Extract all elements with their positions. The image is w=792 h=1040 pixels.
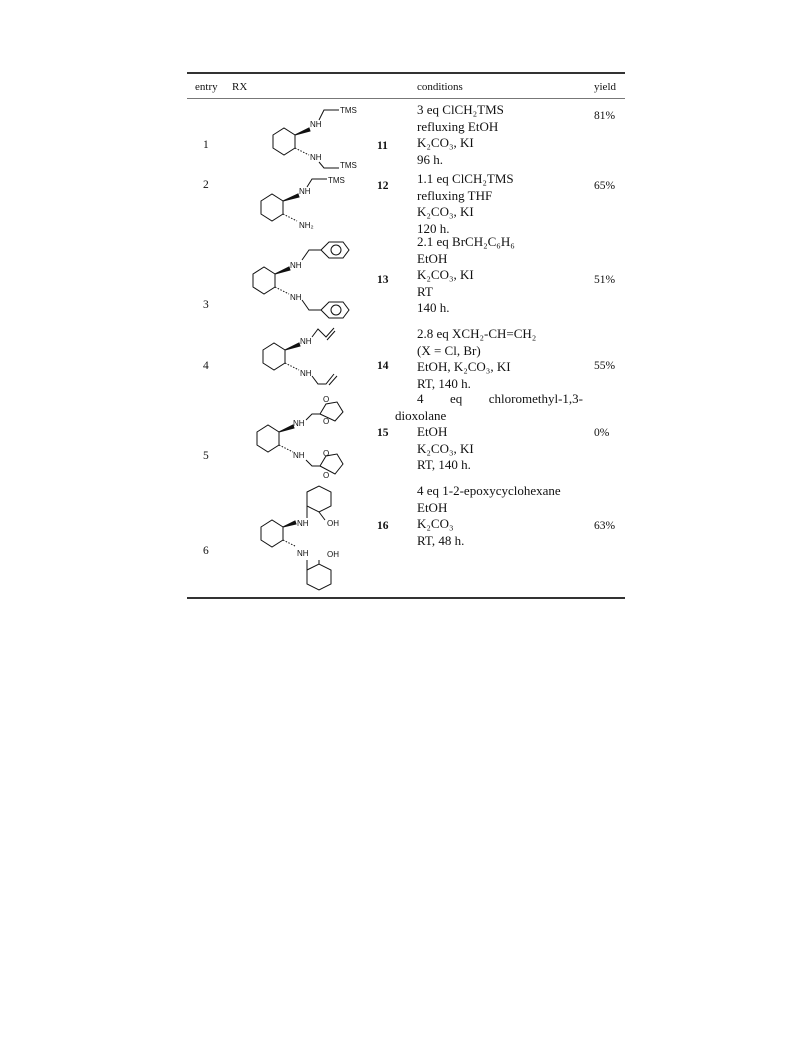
condition-line: 120 h. — [417, 220, 450, 236]
condition-line: refluxing THF — [417, 187, 493, 203]
oh-label: OH — [327, 550, 339, 559]
row1-compound: 11 — [377, 140, 388, 152]
row6-yield: 63% — [594, 520, 616, 532]
condition-line: (X = Cl, Br) — [417, 342, 481, 358]
condition-line: EtOH — [417, 499, 448, 515]
tms-label: TMS — [340, 161, 357, 170]
condition-line: RT, 48 h. — [417, 532, 465, 548]
condition-line: 1.1 eq ClCH₂TMS — [417, 171, 514, 186]
condition-line: K₂CO₃, KI — [417, 267, 474, 282]
condition-line: K₂CO₃, KI — [417, 135, 474, 150]
row2-entry: 2 — [203, 179, 209, 191]
condition-line: EtOH — [417, 250, 448, 266]
row1-yield: 81% — [594, 110, 616, 122]
condition-line: 3 eq ClCH₂TMS — [417, 102, 504, 117]
condition-line: 140 h. — [417, 300, 450, 315]
condition-line: RT — [417, 283, 433, 299]
row5-conditions — [395, 391, 583, 474]
reaction-table — [187, 72, 625, 599]
oh-label: OH — [327, 519, 339, 528]
row3-entry: 3 — [203, 299, 209, 311]
table-bottom-rule — [187, 597, 625, 599]
condition-line: dioxolane — [395, 407, 447, 423]
row1-structure — [257, 102, 357, 170]
nh-label: NH — [299, 187, 311, 196]
row4-compound: 14 — [377, 360, 389, 372]
row6-structure — [247, 474, 367, 596]
row2-structure — [257, 174, 357, 234]
condition-line: refluxing EtOH — [417, 118, 499, 134]
nh-label: NH — [297, 549, 309, 558]
row5-entry: 5 — [203, 450, 209, 462]
nh2-label: NH₂ — [299, 221, 314, 230]
row2-conditions — [417, 171, 514, 237]
tms-label: TMS — [328, 176, 345, 185]
nh-label: NH — [310, 120, 322, 129]
row4-entry: 4 — [203, 360, 209, 372]
condition-line: 2.8 eq XCH₂-CH=CH₂ — [417, 326, 537, 341]
row3-structure — [247, 236, 362, 324]
condition-line: 2.1 eq BrCH₂C₆H₆ — [417, 234, 515, 249]
condition-line — [417, 391, 583, 408]
nh-label: NH — [297, 519, 309, 528]
nh-label: NH — [290, 293, 302, 302]
o-label: O — [323, 395, 330, 404]
o-label: O — [323, 449, 330, 458]
nh-label: NH — [290, 261, 302, 270]
row1-entry: 1 — [203, 139, 209, 151]
header-yield: yield — [594, 81, 616, 93]
o-label: O — [323, 471, 330, 480]
row2-yield: 65% — [594, 180, 616, 192]
row3-yield: 51% — [594, 274, 616, 286]
header-rx: RX — [232, 81, 248, 93]
row4-yield: 55% — [594, 360, 616, 372]
table-header-rule — [187, 98, 625, 99]
o-label: O — [323, 417, 330, 426]
nh-label: NH — [293, 419, 305, 428]
condition-line: 96 h. — [417, 151, 443, 167]
nh-label: NH — [310, 153, 322, 162]
header-conditions: conditions — [417, 81, 463, 93]
nh-label: NH — [293, 451, 305, 460]
condition-line: K₂CO₃, KI — [417, 440, 474, 456]
row4-structure — [257, 326, 357, 386]
row4-conditions — [417, 326, 536, 392]
condition-word: eq — [449, 391, 463, 406]
nh-label: NH — [300, 369, 312, 378]
condition-line: K₂CO₃ — [417, 516, 454, 531]
condition-word: chloromethyl-1,3- — [488, 391, 583, 406]
condition-line: 4 eq 1-2-epoxycyclohexane — [417, 483, 561, 498]
table-top-rule — [187, 72, 625, 74]
row2-compound: 12 — [377, 180, 389, 192]
tms-label: TMS — [340, 106, 357, 115]
header-entry: entry — [195, 81, 218, 93]
condition-word: 4 — [417, 391, 424, 406]
row6-conditions — [417, 483, 561, 549]
condition-line: RT, 140 h. — [417, 375, 471, 391]
row6-entry: 6 — [203, 545, 209, 557]
condition-line: RT, 140 h. — [417, 457, 471, 472]
row1-conditions — [417, 102, 504, 168]
nh-label: NH — [300, 337, 312, 346]
row6-compound: 16 — [377, 520, 389, 532]
row5-compound: 15 — [377, 427, 389, 439]
row5-yield: 0% — [594, 427, 610, 439]
condition-line: EtOH — [417, 424, 448, 439]
condition-line: EtOH, K₂CO₃, KI — [417, 359, 511, 374]
row3-conditions — [417, 234, 515, 317]
condition-line: K₂CO₃, KI — [417, 204, 474, 219]
row3-compound: 13 — [377, 274, 389, 286]
